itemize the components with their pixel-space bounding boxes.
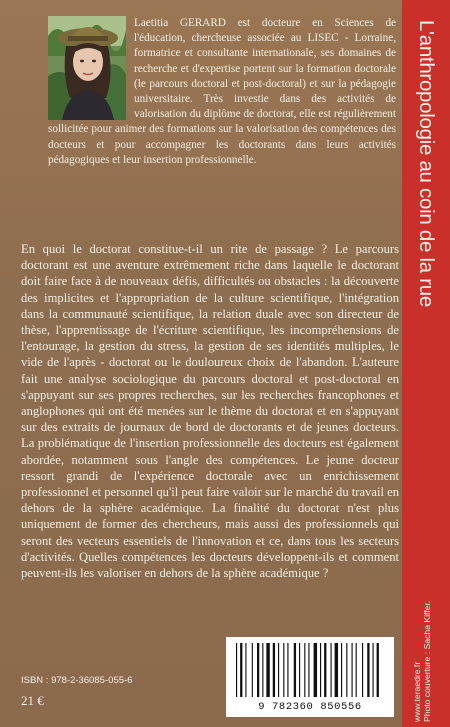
author-bio-text: Laetitia GERARD est docteure en Sciences de l'éducation, chercheuse associée au LISEC - Lorraine, formatrice et consultante internationale, ses domaines de recherche et d'expertise portent sur la formation doctorale (le parcours doctoral et post-doctoral) et sur la pédagogie universitaire. Très investie dans des activités de valorisation du diplôme de doctorat, elle est régulièrement sollicitée pour animer des formations sur la valorisation des compétences des docteurs et pour accompagner les doctorants dans leurs activités pédagogiques et leur insertion professionnelle. [48, 17, 396, 166]
barcode-bars [234, 643, 386, 697]
barcode-digits: 9 782360 850556 [258, 701, 362, 713]
series-title: L'anthropologie au coin de la rue [415, 20, 438, 307]
price: 21 € [21, 693, 44, 708]
photo-credit: Photo couverture : Sacha Kiffer. [422, 600, 432, 722]
isbn: ISBN : 978-2-36085-055-6 [21, 675, 133, 686]
barcode [226, 637, 394, 717]
credits [412, 600, 432, 722]
author-bio [48, 16, 396, 168]
book-summary: En quoi le doctorat constitue-t-il un rite de passage ? Le parcours doctorant est une aventure extrêmement riche dans laquelle le doctorant doit faire face à de nouveaux défis, difficultés ou obstacles : la découverte des implicites et l'appropriation de la culture scientifique, l'intégration dans la communauté scientifique, la relation duale avec son directeur de thèse, l'apprentissage de l'écriture scientifique, les incompréhensions de l'entourage, la gestion du stress, la gestion de ses identités multiples, le vide de l'après - doctorat ou le douloureux choix de l'abandon. L'auteure fait une analyse sociologique du parcours doctoral et post-doctoral en s'appuyant sur ses propres recherches, sur les recherches francophones et anglophones qui ont été menées sur le thème du doctorat et en s'appuyant sur des extraits de journaux de bord de doctorants et de jeunes docteurs. La problématique de l'insertion professionnelle des docteurs est également abordée, notamment sous l'angle des compétences. Le jeune docteur ressort grandi de l'expérience doctorale avec un enrichissement professionnel et personnel qu'il peut faire valoir sur le marché du travail en dehors de la sphère académique. La finalité du doctorat n'est plus uniquement de former des chercheurs, mais aussi des professionnels qui seront des vecteurs essentiels de l'innovation et ce, dans tous les secteurs d'activités. Quelles compétences les docteurs développent-ils et comment peuvent-ils les valoriser en dehors de la sphère académique ? [21, 242, 399, 581]
website-link[interactable]: www.teraedre.fr [412, 661, 422, 722]
